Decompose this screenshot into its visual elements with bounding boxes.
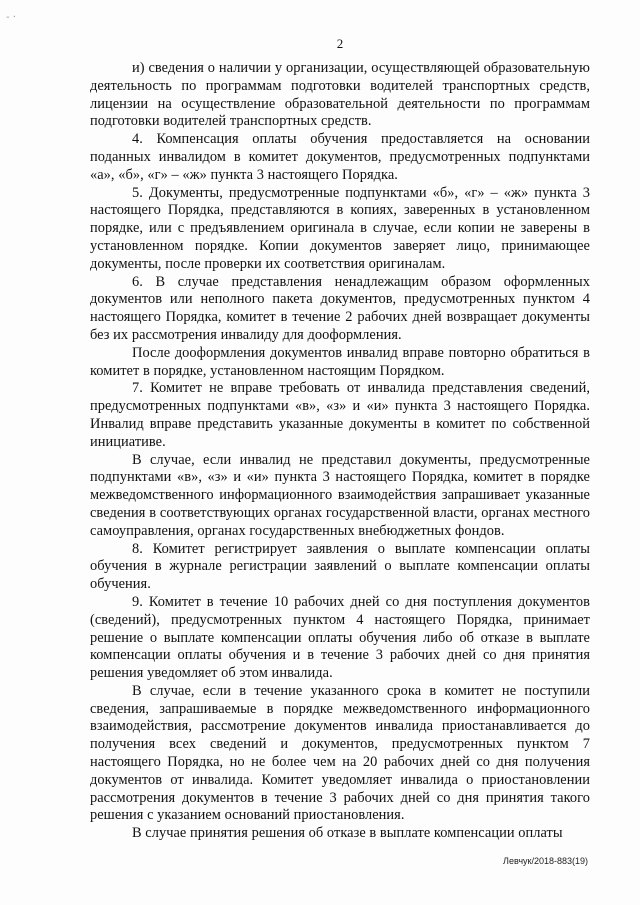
paragraph-clause-6-continued: После дооформления документов инвалид вправе повторно обратиться в комитет в порядке, установленном настоящим Порядком. [90,344,590,379]
paragraph-clause-4: 4. Компенсация оплаты обучения предоставляется на основании поданных инвалидом в комитет документов, предусмотренных подпунктами «а», «б», «г» – «ж» пункта 3 настоящего Порядка. [90,131,590,183]
paragraph-clause-9-continued: В случае, если в течение указанного срока в комитет не поступили сведения, запрашиваемые в порядке межведомственного информационного взаимодействия, рассмотрение документов инвалида приостанавливается до получения всех сведений и документов, предусмотренных пунктом 7 настоящего Порядка, но не более чем на 20 рабочих дней со дня получения документов от инвалида. Комитет уведомляет инвалида о приостановлении рассмотрения документов в течение 3 рабочих дней со дня принятия такого решения с указанием оснований приостановления. [90,682,590,824]
paragraph-clause-7-continued: В случае, если инвалид не представил документы, предусмотренные подпунктами «в», «з» и «и» пункта 3 настоящего Порядка, комитет в порядке межведомственного информационного взаимодействия запрашивает указанные сведения в соответствующих органах государственной власти, органах местного самоуправления, органах государственных внебюджетных фондов. [90,451,590,539]
paragraph-clause-5: 5. Документы, предусмотренные подпунктами «б», «г» – «ж» пункта 3 настоящего Порядка, представляются в копиях, заверенных в установленном порядке, или с предъявлением оригинала в случае, если копии не заверены в установленном порядке. Копии документов заверяет лицо, принимающее документы, после проверки их соответствия оригиналам. [90,184,590,272]
paragraph-clause-6: 6. В случае представления ненадлежащим образом оформленных документов или неполного пакета документов, предусмотренных пунктом 4 настоящего Порядка, комитет в течение 2 рабочих дней возвращает документы без их рассмотрения инвалиду для дооформления. [90,273,590,343]
paragraph-clause-8: 8. Комитет регистрирует заявления о выплате компенсации оплаты обучения в журнале регистрации заявлений о выплате компенсации оплаты обучения. [90,540,590,593]
paragraph-clause-9: 9. Комитет в течение 10 рабочих дней со дня поступления документов (сведений), предусмотренных пунктом 4 настоящего Порядка, принимает решение о выплате компенсации оплаты обучения либо об отказе в выплате компенсации оплаты обучения и в течение 3 рабочих дней со дня принятия решения уведомляет об этом инвалида. [90,593,590,682]
document-body [90,60,590,843]
paragraph-item-i: и) сведения о наличии у организации, осуществляющей образовательную деятельность по программам подготовки водителей транспортных средств, лицензии на осуществление образовательной деятельности по программам подготовки водителей транспортных средств. [90,60,590,130]
document-reference: Левчук/2018-883(19) [503,856,588,866]
scan-corner-mark: - · [6,12,16,23]
paragraph-clause-9-refusal: В случае принятия решения об отказе в выплате компенсации оплаты [132,825,563,842]
paragraph-clause-7: 7. Комитет не вправе требовать от инвалида представления сведений, предусмотренных подпунктами «в», «з» и «и» пункта 3 настоящего Порядка. Инвалид вправе представить указанные документы в комитет по собственной инициативе. [90,380,590,450]
page-number: 2 [336,36,344,51]
